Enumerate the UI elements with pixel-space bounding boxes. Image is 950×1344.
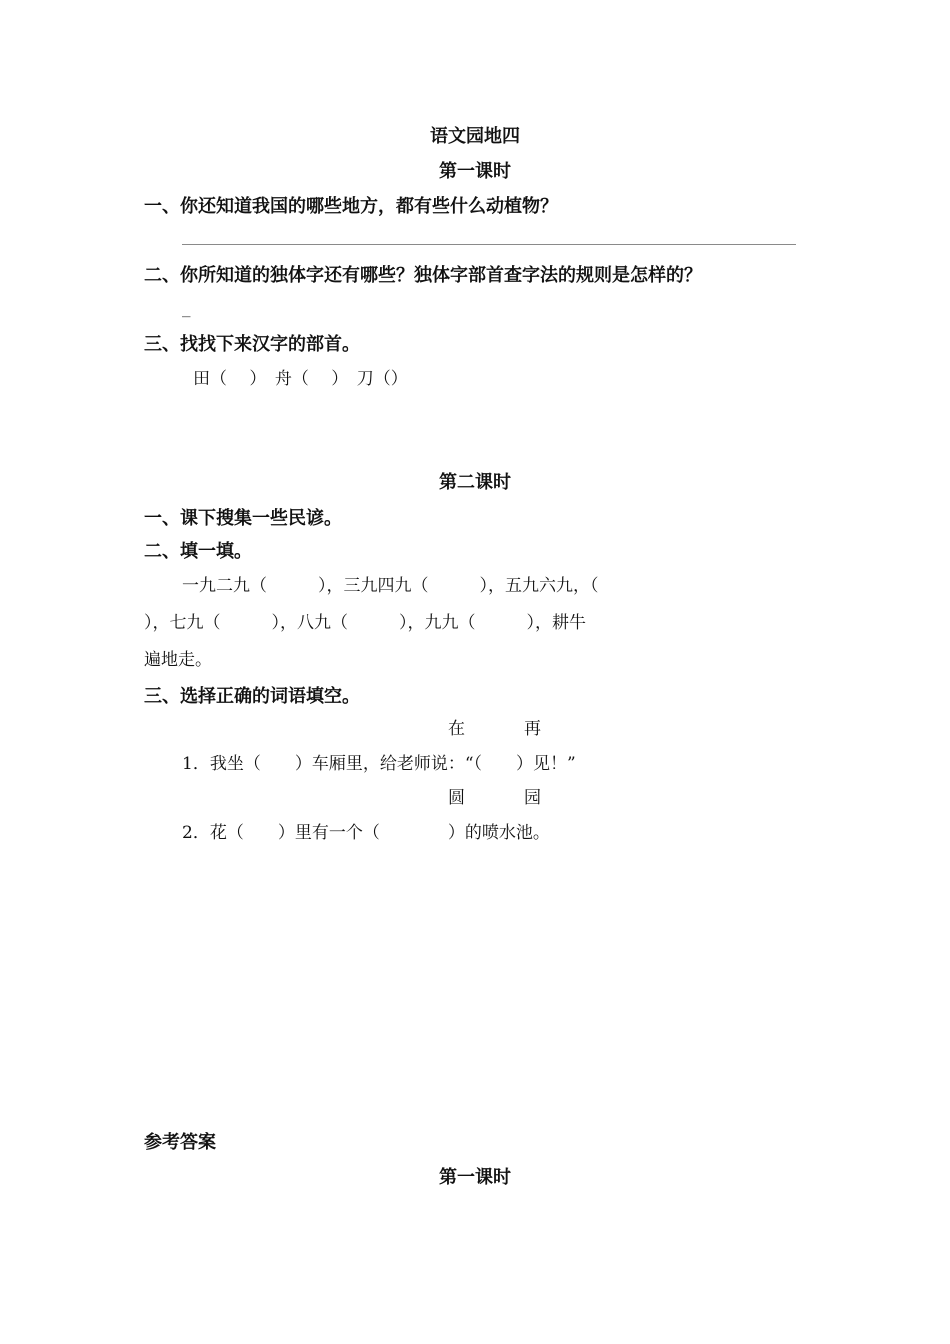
proverb-line-2: ），七九（ ），八九（ ），九九（ ），耕牛 [144, 613, 586, 633]
lesson1-question-3-items: 田（ ） 舟（ ） 刀（） [193, 369, 408, 389]
fill-sentence-2: 2．花（ ）里有一个（ ）的喷水池。 [182, 823, 550, 843]
lesson1-question-1: 一、你还知道我国的哪些地方，都有些什么动植物？ [144, 196, 558, 217]
lesson2-question-2: 二、填一填。 [144, 541, 252, 562]
lesson1-question-3: 三、找找下来汉字的部首。 [144, 334, 360, 355]
fill-sentence-1: 1．我坐（ ）车厢里，给老师说：“（ ）见！” [182, 754, 576, 774]
word-choice: 再 [524, 719, 541, 739]
lesson2-question-1: 一、课下搜集一些民谚。 [144, 508, 342, 529]
lesson2-heading: 第二课时 [439, 472, 511, 493]
page-title: 语文园地四 [430, 126, 520, 147]
lesson1-question-2-answer: _ [182, 298, 191, 318]
proverb-line-1: 一九二九（ ），三九四九（ ），五九六九，（ [182, 576, 599, 596]
answer-key-label: 参考答案 [144, 1132, 216, 1153]
proverb-line-3: 遍地走。 [144, 650, 212, 670]
answer-key-lesson1-heading: 第一课时 [439, 1167, 511, 1188]
word-choice: 圆 [448, 788, 465, 808]
lesson2-question-3: 三、选择正确的词语填空。 [144, 686, 360, 707]
word-choice: 园 [524, 788, 541, 808]
word-choice: 在 [448, 719, 465, 739]
lesson1-question-2: 二、你所知道的独体字还有哪些？独体字部首查字法的规则是怎样的？ [144, 265, 702, 286]
lesson1-heading: 第一课时 [439, 161, 511, 182]
answer-line [182, 244, 796, 245]
